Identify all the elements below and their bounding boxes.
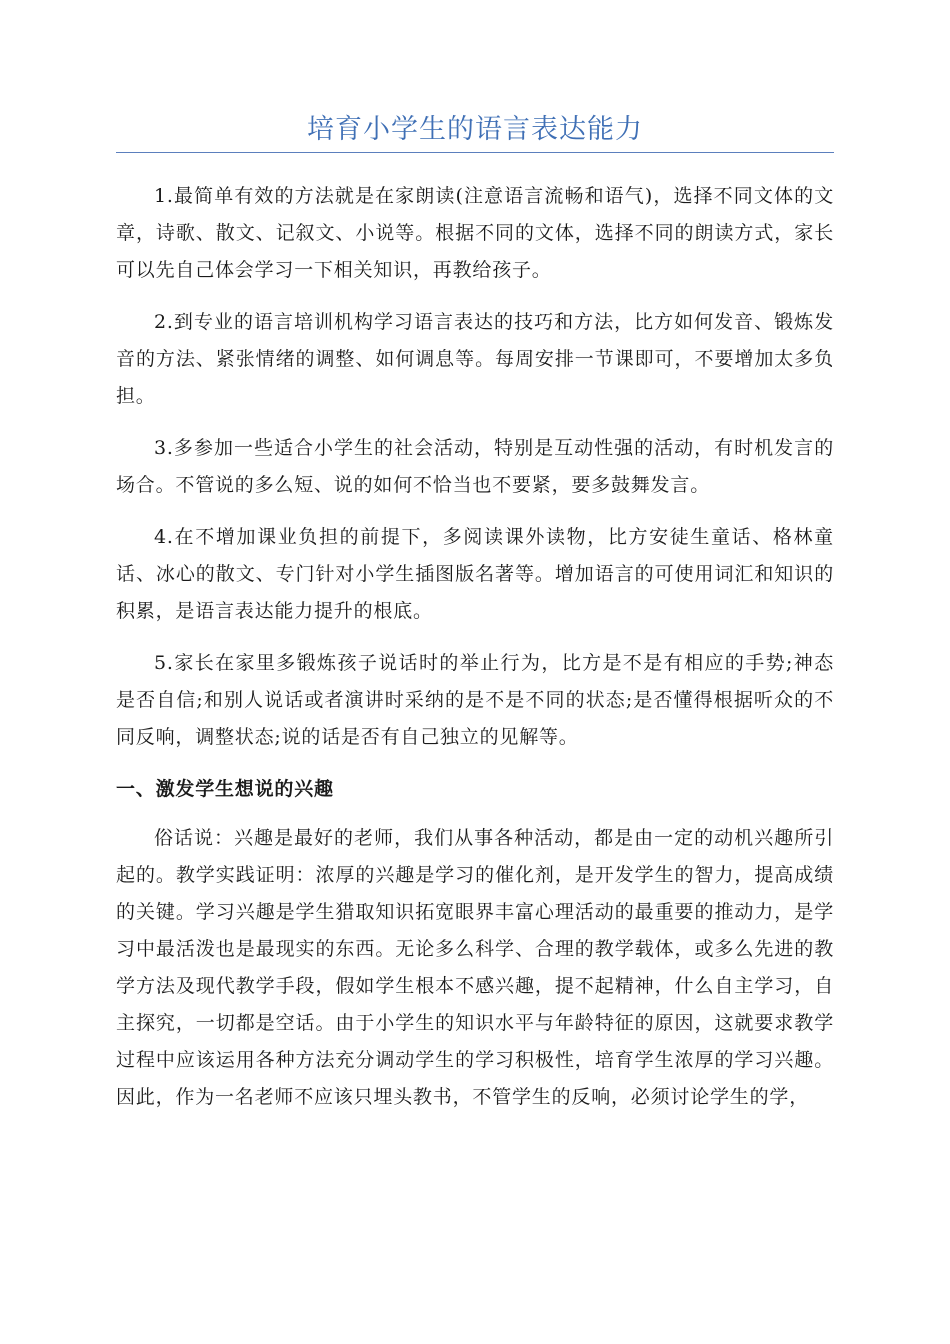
document-title: 培育小学生的语言表达能力 — [307, 114, 643, 145]
title-block — [116, 112, 834, 153]
paragraph-4: 4.在不增加课业负担的前提下，多阅读课外读物，比方安徒生童话、格林童话、冰心的散文、专门针对小学生插图版名著等。增加语言的可使用词汇和知识的积累，是语言表达能力提升的根底。 — [116, 526, 834, 622]
document-body — [116, 178, 834, 1116]
paragraph-2: 2.到专业的语言培训机构学习语言表达的技巧和方法，比方如何发音、锻炼发音的方法、紧张情绪的调整、如何调息等。每周安排一节课即可，不要增加太多负担。 — [116, 311, 834, 407]
paragraph-1: 1.最简单有效的方法就是在家朗读(注意语言流畅和语气)，选择不同文体的文章，诗歌、散文、记叙文、小说等。根据不同的文体，选择不同的朗读方式，家长可以先自己体会学习一下相关知识，再教给孩子。 — [116, 185, 834, 281]
paragraph-3: 3.多参加一些适合小学生的社会活动，特别是互动性强的活动，有时机发言的场合。不管说的多么短、说的如何不恰当也不要紧，要多鼓舞发言。 — [116, 437, 834, 496]
paragraph-5: 5.家长在家里多锻炼孩子说话时的举止行为，比方是不是有相应的手势;神态是否自信;和别人说话或者演讲时采纳的是不是不同的状态;是否懂得根据听众的不同反响，调整状态;说的话是否有自己独立的见解等。 — [116, 652, 834, 748]
section-paragraph: 俗话说：兴趣是最好的老师，我们从事各种活动，都是由一定的动机兴趣所引起的。教学实践证明：浓厚的兴趣是学习的催化剂，是开发学生的智力，提高成绩的关键。学习兴趣是学生猎取知识拓宽眼界丰富心理活动的最重要的推动力，是学习中最活泼也是最现实的东西。无论多么科学、合理的教学载体，或多么先进的教学方法及现代教学手段，假如学生根本不感兴趣，提不起精神，什么自主学习，自主探究，一切都是空话。由于小学生的知识水平与年龄特征的原因，这就要求教学过程中应该运用各种方法充分调动学生的学习积极性，培育学生浓厚的学习兴趣。因此，作为一名老师不应该只埋头教书，不管学生的反响，必须讨论学生的学， — [116, 827, 834, 1108]
section-heading: 一、激发学生想说的兴趣 — [116, 778, 334, 800]
